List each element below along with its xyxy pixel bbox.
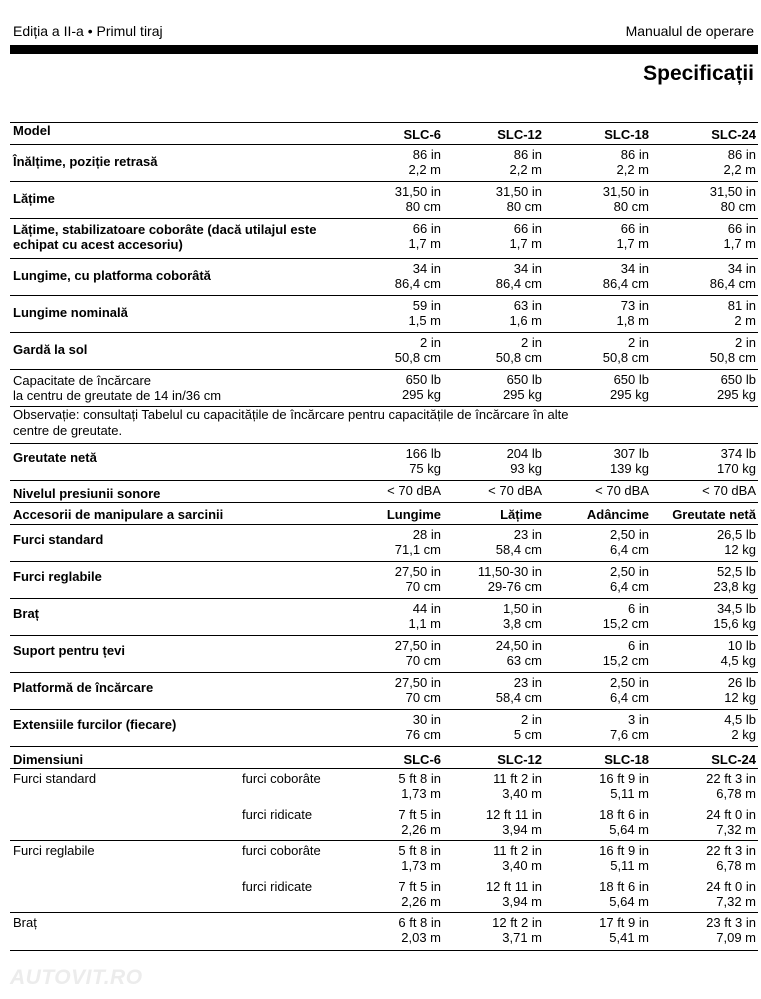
value-cell: 27,50 in 70 cm bbox=[394, 638, 441, 668]
value-cell: 4,5 lb 2 kg bbox=[724, 712, 756, 742]
value-cell: 27,50 in 70 cm bbox=[394, 675, 441, 705]
row-label: Furci standard bbox=[13, 532, 104, 547]
value-cell: 23 in 58,4 cm bbox=[495, 527, 542, 557]
dimension-group-label: Furci standard bbox=[13, 771, 97, 786]
value-cell: 66 in 1,7 m bbox=[723, 221, 756, 251]
value-cell: 2 in 50,8 cm bbox=[394, 335, 441, 365]
value-cell: 81 in 2 m bbox=[727, 298, 756, 328]
model-name: SLC-12 bbox=[497, 752, 542, 767]
edition-label: Ediția a II-a • Primul tiraj bbox=[13, 23, 163, 39]
specifications-table bbox=[10, 122, 758, 951]
value-cell: 307 lb 139 kg bbox=[609, 446, 649, 476]
value-cell: 2 in 50,8 cm bbox=[602, 335, 649, 365]
value-cell: < 70 dBA bbox=[387, 483, 441, 498]
net-weight-row bbox=[10, 444, 758, 481]
value-cell: 12 ft 11 in 3,94 m bbox=[485, 879, 542, 909]
note-text: Observație: consultați Tabelul cu capacitățile de încărcare pentru capacitățile de încărcare în alte centre de greutate. bbox=[13, 407, 569, 438]
accessory-row bbox=[10, 673, 758, 710]
spec-row bbox=[10, 259, 758, 296]
value-cell: 66 in 1,7 m bbox=[408, 221, 441, 251]
page-title: Specificații bbox=[643, 62, 754, 85]
row-label: Capacitate de încărcare la centru de greutate de 14 in/36 cm bbox=[13, 373, 222, 403]
model-label: Model bbox=[13, 123, 51, 138]
row-label: Înălțime, poziție retrasă bbox=[13, 154, 158, 169]
value-cell: 22 ft 3 in 6,78 m bbox=[706, 843, 756, 873]
value-cell: 34 in 86,4 cm bbox=[602, 261, 649, 291]
dimension-sub-label: furci ridicate bbox=[242, 807, 313, 822]
header-rule bbox=[10, 45, 758, 54]
value-cell: 66 in 1,7 m bbox=[509, 221, 542, 251]
value-cell: 2,50 in 6,4 cm bbox=[609, 564, 649, 594]
spec-row bbox=[10, 182, 758, 219]
value-cell: 27,50 in 70 cm bbox=[394, 564, 441, 594]
accessories-column-header: Adâncime bbox=[586, 507, 649, 522]
value-cell: 59 in 1,5 m bbox=[408, 298, 441, 328]
value-cell: 18 ft 6 in 5,64 m bbox=[599, 879, 649, 909]
row-label: Lățime bbox=[13, 191, 55, 206]
model-name: SLC-18 bbox=[604, 127, 649, 142]
value-cell: 52,5 lb 23,8 kg bbox=[713, 564, 756, 594]
value-cell: 24 ft 0 in 7,32 m bbox=[706, 879, 756, 909]
value-cell: 1,50 in 3,8 cm bbox=[502, 601, 542, 631]
value-cell: 17 ft 9 in 5,41 m bbox=[599, 915, 649, 945]
row-label: Extensiile furcilor (fiecare) bbox=[13, 717, 177, 732]
accessories-column-header: Lățime bbox=[500, 507, 542, 522]
row-label: Gardă la sol bbox=[13, 342, 88, 357]
value-cell: 6 ft 8 in 2,03 m bbox=[398, 915, 441, 945]
spec-row bbox=[10, 296, 758, 333]
value-cell: 34,5 lb 15,6 kg bbox=[713, 601, 756, 631]
accessories-label: Accesorii de manipulare a sarcinii bbox=[13, 507, 224, 522]
model-name: SLC-18 bbox=[604, 752, 649, 767]
note-row bbox=[10, 407, 758, 444]
value-cell: 5 ft 8 in 1,73 m bbox=[398, 771, 441, 801]
row-label: Suport pentru țevi bbox=[13, 643, 125, 658]
spec-row bbox=[10, 333, 758, 370]
value-cell: 7 ft 5 in 2,26 m bbox=[398, 807, 441, 837]
value-cell: 650 lb 295 kg bbox=[716, 372, 756, 402]
value-cell: 24,50 in 63 cm bbox=[495, 638, 542, 668]
model-header-row bbox=[10, 123, 758, 145]
dimension-sub-label: furci coborâte bbox=[242, 843, 321, 858]
watermark-logo: AUTOVIT.RO bbox=[10, 966, 143, 989]
value-cell: 2,50 in 6,4 cm bbox=[609, 675, 649, 705]
row-label: Platformă de încărcare bbox=[13, 680, 154, 695]
row-label: Lungime, cu platforma coborâtă bbox=[13, 268, 211, 283]
value-cell: 34 in 86,4 cm bbox=[709, 261, 756, 291]
accessories-column-header: Lungime bbox=[386, 507, 441, 522]
value-cell: 86 in 2,2 m bbox=[408, 147, 441, 177]
model-name: SLC-24 bbox=[711, 127, 756, 142]
row-label: Greutate netă bbox=[13, 450, 97, 465]
value-cell: 6 in 15,2 cm bbox=[602, 601, 649, 631]
value-cell: 34 in 86,4 cm bbox=[394, 261, 441, 291]
model-name: SLC-24 bbox=[711, 752, 756, 767]
value-cell: 66 in 1,7 m bbox=[616, 221, 649, 251]
dimension-group-label: Braț bbox=[13, 915, 37, 930]
row-label: Nivelul presiunii sonore bbox=[13, 486, 161, 501]
dimension-group bbox=[10, 841, 758, 913]
row-label: Lățime, stabilizatoare coborâte (dacă utilajul este echipat cu acest accesoriu) bbox=[13, 222, 317, 252]
row-label: Furci reglabile bbox=[13, 569, 102, 584]
accessory-row bbox=[10, 562, 758, 599]
value-cell: 31,50 in 80 cm bbox=[495, 184, 542, 214]
value-cell: 18 ft 6 in 5,64 m bbox=[599, 807, 649, 837]
dimension-group-label: Furci reglabile bbox=[13, 843, 95, 858]
value-cell: 16 ft 9 in 5,11 m bbox=[599, 771, 649, 801]
value-cell: 166 lb 75 kg bbox=[405, 446, 441, 476]
value-cell: 31,50 in 80 cm bbox=[394, 184, 441, 214]
value-cell: 34 in 86,4 cm bbox=[495, 261, 542, 291]
value-cell: 2,50 in 6,4 cm bbox=[609, 527, 649, 557]
value-cell: 86 in 2,2 m bbox=[723, 147, 756, 177]
value-cell: 2 in 5 cm bbox=[513, 712, 542, 742]
value-cell: 2 in 50,8 cm bbox=[495, 335, 542, 365]
value-cell: 11,50-30 in 29-76 cm bbox=[477, 564, 542, 594]
value-cell: 12 ft 2 in 3,71 m bbox=[492, 915, 542, 945]
value-cell: < 70 dBA bbox=[702, 483, 756, 498]
value-cell: 31,50 in 80 cm bbox=[602, 184, 649, 214]
value-cell: 16 ft 9 in 5,11 m bbox=[599, 843, 649, 873]
value-cell: 7 ft 5 in 2,26 m bbox=[398, 879, 441, 909]
sound-level-row bbox=[10, 481, 758, 503]
dimension-sub-label: furci coborâte bbox=[242, 771, 321, 786]
dimension-group bbox=[10, 769, 758, 841]
value-cell: 28 in 71,1 cm bbox=[394, 527, 441, 557]
dimensions-label: Dimensiuni bbox=[13, 752, 84, 767]
value-cell: 24 ft 0 in 7,32 m bbox=[706, 807, 756, 837]
value-cell: 650 lb 295 kg bbox=[401, 372, 441, 402]
value-cell: 23 ft 3 in 7,09 m bbox=[706, 915, 756, 945]
model-name: SLC-6 bbox=[403, 127, 441, 142]
value-cell: 374 lb 170 kg bbox=[716, 446, 756, 476]
value-cell: 2 in 50,8 cm bbox=[709, 335, 756, 365]
value-cell: 650 lb 295 kg bbox=[502, 372, 542, 402]
value-cell: 23 in 58,4 cm bbox=[495, 675, 542, 705]
value-cell: 86 in 2,2 m bbox=[509, 147, 542, 177]
row-label: Lungime nominală bbox=[13, 305, 128, 320]
model-name: SLC-12 bbox=[497, 127, 542, 142]
value-cell: < 70 dBA bbox=[488, 483, 542, 498]
accessory-row bbox=[10, 710, 758, 747]
value-cell: 650 lb 295 kg bbox=[609, 372, 649, 402]
value-cell: 63 in 1,6 m bbox=[509, 298, 542, 328]
value-cell: 31,50 in 80 cm bbox=[709, 184, 756, 214]
value-cell: 44 in 1,1 m bbox=[408, 601, 441, 631]
value-cell: 6 in 15,2 cm bbox=[602, 638, 649, 668]
spec-row bbox=[10, 370, 758, 407]
value-cell: 22 ft 3 in 6,78 m bbox=[706, 771, 756, 801]
value-cell: 11 ft 2 in 3,40 m bbox=[493, 843, 542, 873]
spec-row bbox=[10, 219, 758, 259]
accessory-row bbox=[10, 636, 758, 673]
value-cell: 12 ft 11 in 3,94 m bbox=[485, 807, 542, 837]
accessories-column-header: Greutate netă bbox=[672, 507, 756, 522]
spec-row bbox=[10, 145, 758, 182]
value-cell: < 70 dBA bbox=[595, 483, 649, 498]
value-cell: 26 lb 12 kg bbox=[724, 675, 756, 705]
row-label: Braț bbox=[13, 606, 40, 621]
value-cell: 3 in 7,6 cm bbox=[609, 712, 649, 742]
value-cell: 10 lb 4,5 kg bbox=[720, 638, 756, 668]
value-cell: 73 in 1,8 m bbox=[616, 298, 649, 328]
value-cell: 204 lb 93 kg bbox=[506, 446, 542, 476]
value-cell: 11 ft 2 in 3,40 m bbox=[493, 771, 542, 801]
accessories-header-row bbox=[10, 503, 758, 525]
value-cell: 86 in 2,2 m bbox=[616, 147, 649, 177]
accessory-row bbox=[10, 599, 758, 636]
manual-title: Manualul de operare bbox=[625, 23, 754, 39]
value-cell: 30 in 76 cm bbox=[405, 712, 441, 742]
value-cell: 26,5 lb 12 kg bbox=[716, 527, 756, 557]
value-cell: 5 ft 8 in 1,73 m bbox=[398, 843, 441, 873]
accessory-row bbox=[10, 525, 758, 562]
model-name: SLC-6 bbox=[403, 752, 441, 767]
dimension-group bbox=[10, 913, 758, 951]
dimensions-header-row bbox=[10, 747, 758, 769]
dimension-sub-label: furci ridicate bbox=[242, 879, 313, 894]
